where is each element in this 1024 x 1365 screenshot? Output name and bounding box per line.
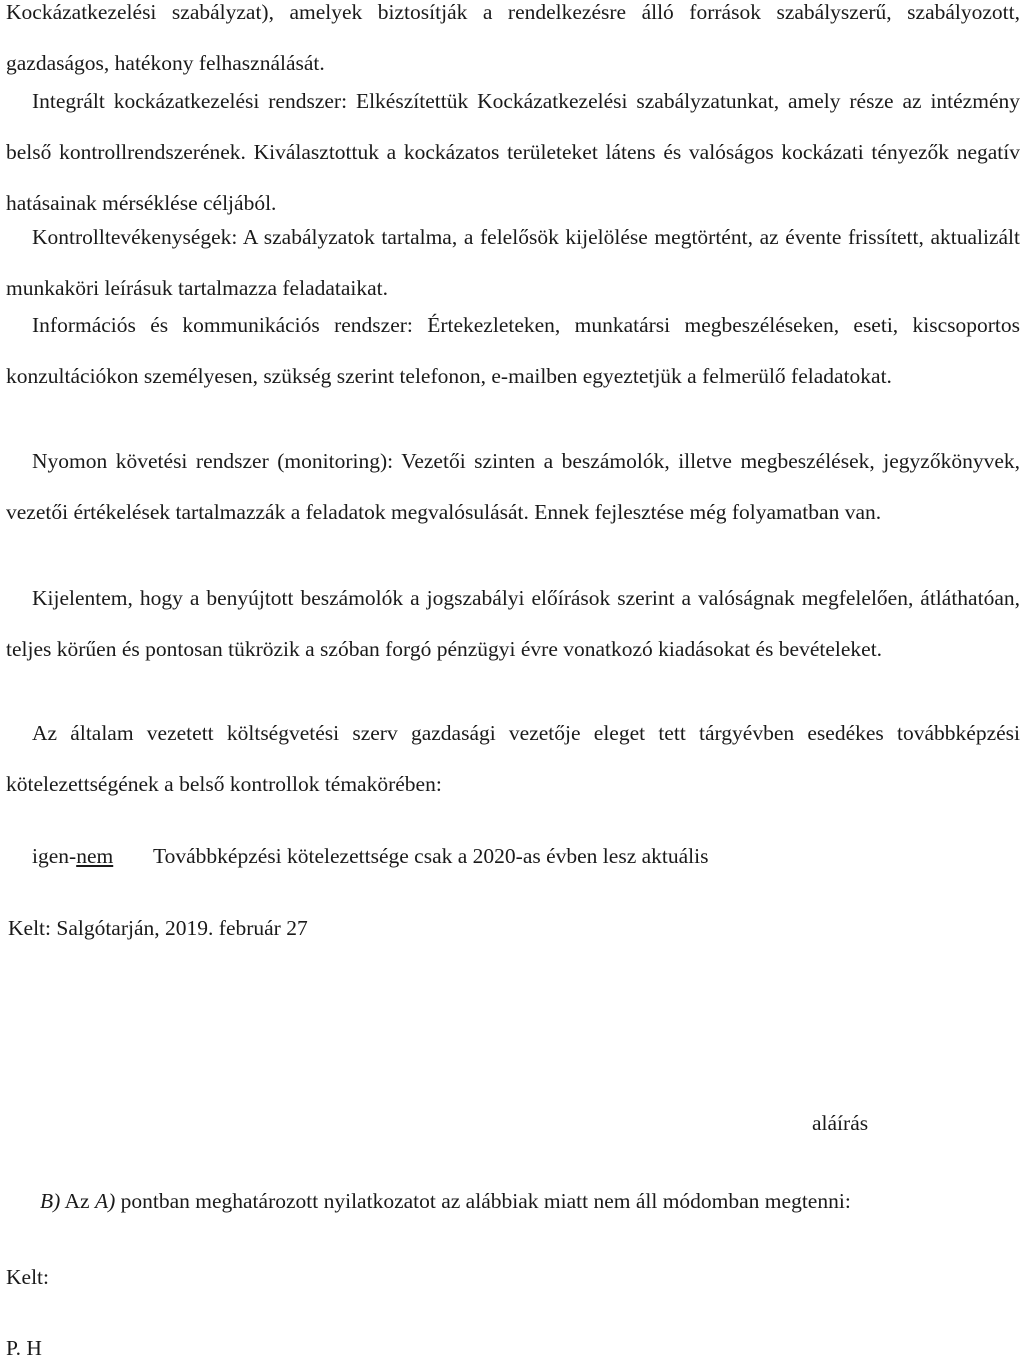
paragraph-intro: Kockázatkezelési szabályzat), amelyek biztosítják a rendelkezésre álló források szabályszerű, szabályozott, gazdaságos, hatékony felhasználását.: [6, 0, 1020, 75]
date-line: Kelt: Salgótarján, 2019. február 27: [8, 916, 308, 940]
training-note: Továbbképzési kötelezettsége csak a 2020-as évben lesz aktuális: [153, 844, 709, 868]
paragraph-monitoring: Nyomon követési rendszer (monitoring): Vezetői szinten a beszámolók, illetve megbeszélések, jegyzőkönyvek, vezetői értékelések tartalmazzák a feladatok megvalósulását. Ennek fejlesztése még folyamatban van.: [6, 449, 1020, 524]
paragraph-risk-management: Integrált kockázatkezelési rendszer: Elkészítettük Kockázatkezelési szabályzatunkat, amely része az intézmény belső kontrollrendszerének. Kiválasztottuk a kockázatos területeket látens és valóságos kockázati tényezők negatív hatásainak mérséklése céljából.: [6, 89, 1020, 215]
section-b-text-1: Az: [60, 1189, 95, 1213]
signature-label: aláírás: [812, 1111, 869, 1135]
paragraph-information-system: Információs és kommunikációs rendszer: Értekezleteken, munkatársi megbeszéléseken, eseti, kiscsoportos konzultációkon személyesen, szükség szerint telefonon, e-mailben egyeztetjük a felmerülő feladatokat.: [6, 313, 1020, 388]
section-b-text-2: pontban meghatározott nyilatkozatot az alábbiak miatt nem áll módomban megtenni:: [115, 1189, 851, 1213]
paragraph-training: Az általam vezetett költségvetési szerv gazdasági vezetője eleget tett tárgyévben esedékes továbbképzési kötelezettségének a belső kontrollok témakörében:: [6, 721, 1020, 796]
training-options: [32, 841, 113, 871]
option-yes: igen-: [32, 844, 77, 868]
section-b-statement: [40, 1186, 851, 1216]
kelt-label: Kelt:: [6, 1265, 49, 1289]
paragraph-declaration: Kijelentem, hogy a benyújtott beszámolók a jogszabályi előírások szerint a valóságnak megfelelően, átláthatóan, teljes körűen és pontosan tükrözik a szóban forgó pénzügyi évre vonatkozó kiadásokat és bevételeket.: [6, 586, 1020, 661]
ph-label: P. H: [6, 1336, 42, 1360]
option-no: nem: [76, 844, 114, 868]
section-b-label: B): [40, 1189, 61, 1213]
paragraph-control-activities: Kontrolltevékenységek: A szabályzatok tartalma, a felelősök kijelölése megtörtént, az évente frissített, aktualizált munkaköri leírásuk tartalmazza feladataikat.: [6, 225, 1020, 300]
section-a-reference: A): [94, 1189, 116, 1213]
